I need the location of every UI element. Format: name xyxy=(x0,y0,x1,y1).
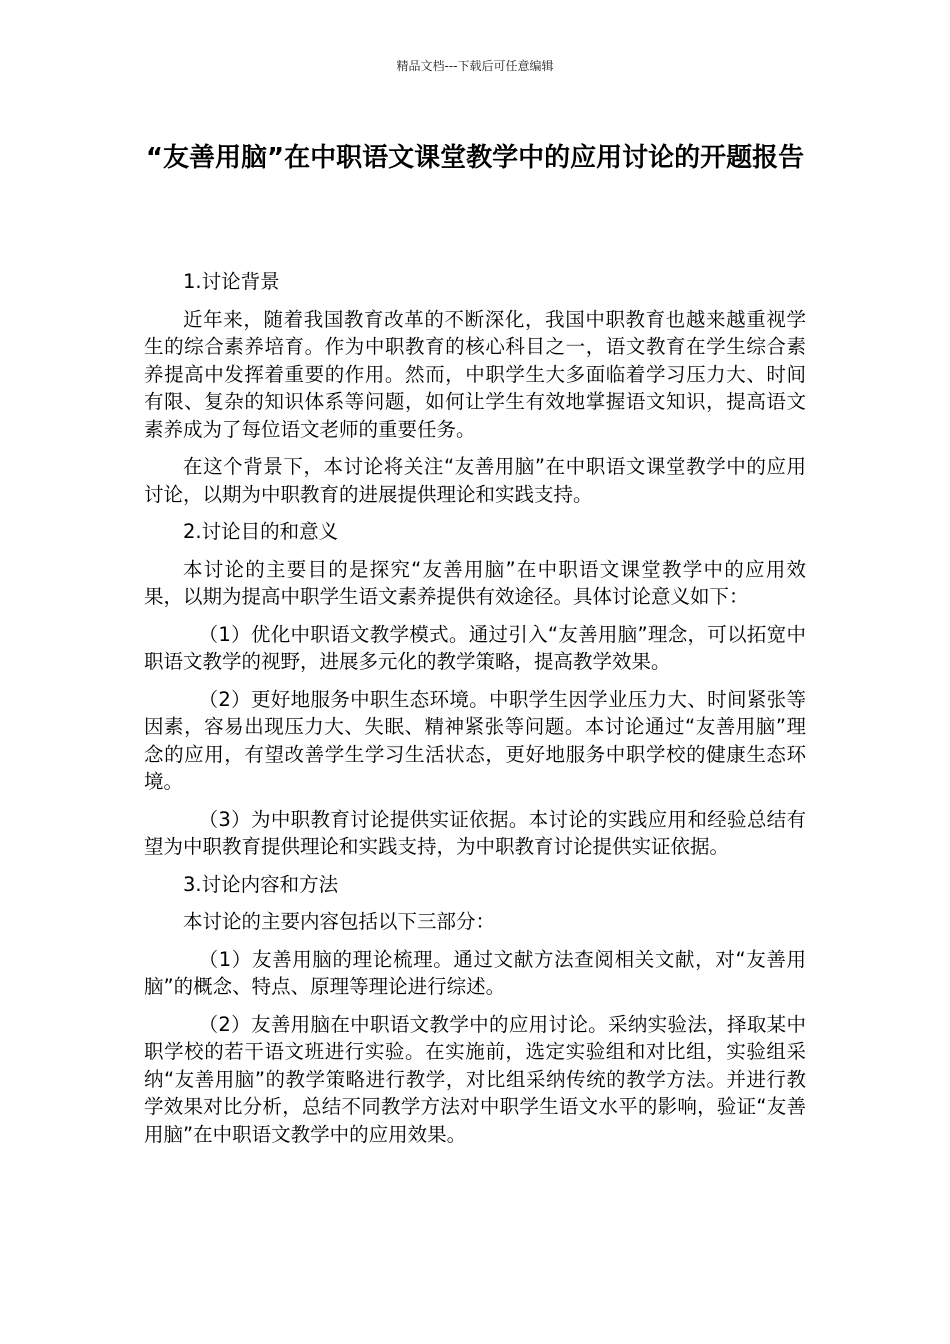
list-item-methods-1: （1）友善用脑的理论梳理。通过文献方法查阅相关文献，对“友善用脑”的概念、特点、原理等理论进行综述。 xyxy=(144,947,806,998)
list-item-methods-2: （2）友善用脑在中职语文教学中的应用讨论。采纳实验法，择取某中职学校的若干语文班进行实验。在实施前，选定实验组和对比组，实验组采纳“友善用脑”的教学策略进行教学，对比组采纳传统的教学方法。并进行教学效果对比分析，总结不同教学方法对中职学生语文水平的影响，验证“友善用脑”在中职语文教学中的应用效果。 xyxy=(144,1012,806,1146)
paragraph-purpose-intro: 本讨论的主要目的是探究“友善用脑”在中职语文课堂教学中的应用效果，以期为提高中职学生语文素养提供有效途径。具体讨论意义如下： xyxy=(144,557,806,608)
paragraph-background-1: 近年来，随着我国教育改革的不断深化，我国中职教育也越来越重视学生的综合素养培育。作为中职教育的核心科目之一，语文教育在学生综合素养提高中发挥着重要的作用。然而，中职学生大多面临着学习压力大、时间有限、复杂的知识体系等问题，如何让学生有效地掌握语文知识，提高语文素养成为了每位语文老师的重要任务。 xyxy=(144,307,806,441)
list-item-purpose-3: （3）为中职教育讨论提供实证依据。本讨论的实践应用和经验总结有望为中职教育提供理论和实践支持，为中职教育讨论提供实证依据。 xyxy=(144,807,806,858)
list-item-purpose-2: （2）更好地服务中职生态环境。中职学生因学业压力大、时间紧张等因素，容易出现压力大、失眠、精神紧张等问题。本讨论通过“友善用脑”理念的应用，有望改善学生学习生活状态，更好地服务中职学校的健康生态环境。 xyxy=(144,687,806,793)
section-heading-purpose: 2.讨论目的和意义 xyxy=(183,520,339,543)
section-heading-background: 1.讨论背景 xyxy=(183,270,280,293)
page-header: 精品文档---下载后可任意编辑 xyxy=(396,59,554,73)
document-title: “友善用脑”在中职语文课堂教学中的应用讨论的开题报告 xyxy=(145,143,805,173)
section-heading-methods: 3.讨论内容和方法 xyxy=(183,872,339,896)
document-body xyxy=(144,268,806,1158)
paragraph-methods-intro: 本讨论的主要内容包括以下三部分： xyxy=(183,910,496,933)
list-item-purpose-1: （1）优化中职语文教学模式。通过引入“友善用脑”理念，可以拓宽中职语文教学的视野，进展多元化的教学策略，提高教学效果。 xyxy=(144,622,806,673)
paragraph-background-2: 在这个背景下，本讨论将关注“友善用脑”在中职语文课堂教学中的应用讨论，以期为中职教育的进展提供理论和实践支持。 xyxy=(144,455,806,506)
